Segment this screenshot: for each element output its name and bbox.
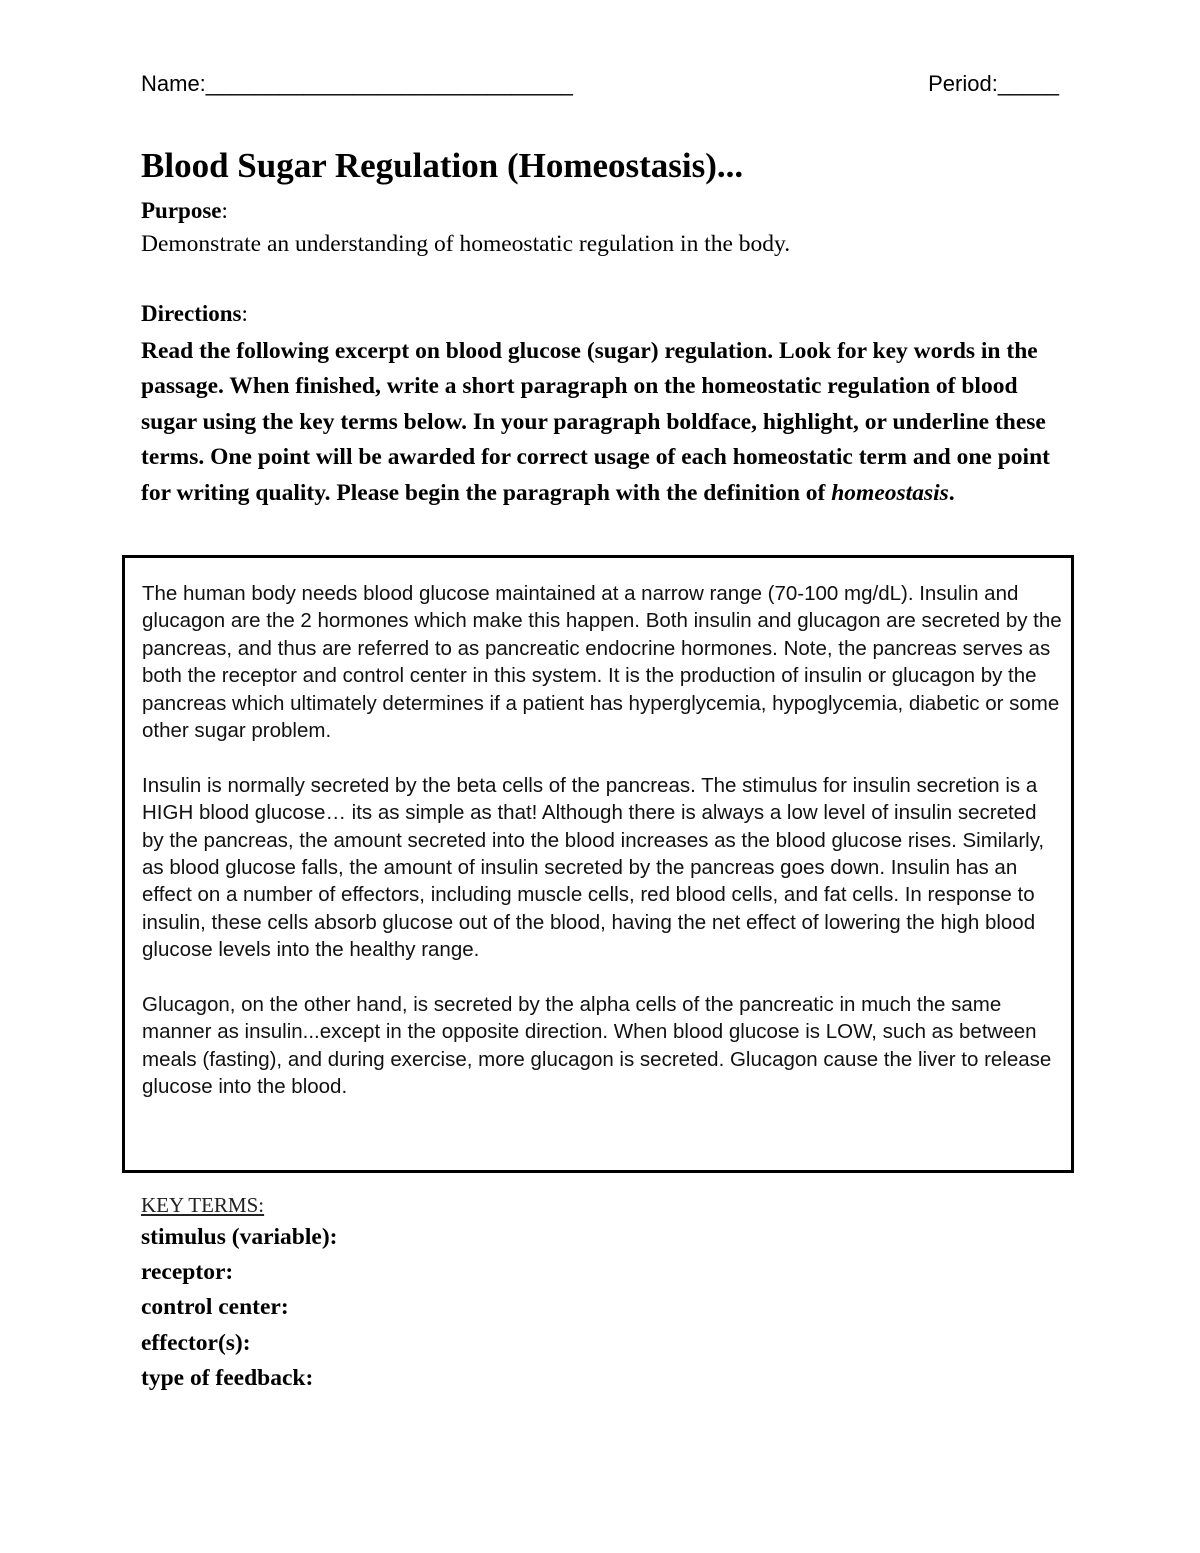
excerpt-paragraph: Glucagon, on the other hand, is secreted by the alpha cells of the pancreatic in much the same manner as insulin...except in the opposite direction. When blood glucose is LOW, such as between meals (fasting), and during exercise, more glucagon is secreted. Glucagon cause the liver to release glucose into the blood.: [142, 993, 1052, 1099]
key-term-receptor: receptor:: [141, 1259, 234, 1286]
name-field[interactable]: Name:______________________________: [141, 71, 573, 96]
key-term-control-center: control center:: [141, 1294, 289, 1321]
page-title: Blood Sugar Regulation (Homeostasis)...: [141, 146, 744, 185]
key-term-effectors: effector(s):: [141, 1329, 251, 1356]
directions-emphasis: homeostasis: [831, 479, 949, 506]
purpose-heading: [141, 196, 228, 226]
key-term-feedback-type: type of feedback:: [141, 1364, 314, 1391]
directions-colon: :: [241, 301, 248, 326]
excerpt-text: [142, 580, 1062, 1128]
directions-text-main: Read the following excerpt on blood glucose (sugar) regulation. Look for key words in the passage. When finished, write a short paragraph on the homeostatic regulation of blood sugar using the key terms below. In your paragraph boldface, highlight, or underline these terms. One point will be awarded for correct usage of each homeostatic term and one point for writing quality. Please begin the paragraph with the definition of: [141, 338, 1050, 506]
period-field[interactable]: Period:_____: [928, 71, 1059, 96]
directions-text: [141, 334, 1061, 511]
key-terms-section: [141, 1192, 337, 1396]
directions-text-end: .: [948, 479, 955, 506]
purpose-label: Purpose: [141, 198, 222, 223]
purpose-colon: :: [221, 198, 228, 223]
key-terms-heading: KEY TERMS:: [141, 1193, 265, 1217]
directions-label: Directions: [141, 301, 242, 326]
directions-heading: [141, 299, 248, 329]
excerpt-paragraph: Insulin is normally secreted by the beta cells of the pancreas. The stimulus for insulin secretion is a HIGH blood glucose… its as simple as that! Although there is always a low level of insulin secreted by the pancreas, the amount secreted into the blood increases as the blood glucose rises. Similarly, as blood glucose falls, the amount of insulin secreted by the pancreas goes down. Insulin has an effect on a number of effectors, including muscle cells, red blood cells, and fat cells. In response to insulin, these cells absorb glucose out of the blood, having the net effect of lowering the high blood glucose levels into the healthy range.: [142, 773, 1045, 962]
excerpt-paragraph: The human body needs blood glucose maintained at a narrow range (70-100 mg/dL). Insulin and glucagon are the 2 hormones which make this happen. Both insulin and glucagon are secreted by the pancreas, and thus are referred to as pancreatic endocrine hormones. Note, the pancreas serves as both the receptor and control center in this system. It is the production of insulin or glucagon by the pancreas which ultimately determines if a patient has hyperglycemia, hypoglycemia, diabetic or some other sugar problem.: [142, 582, 1062, 743]
purpose-text: Demonstrate an understanding of homeostatic regulation in the body.: [141, 231, 791, 257]
key-term-stimulus: stimulus (variable):: [141, 1224, 338, 1250]
excerpt-box: [122, 555, 1074, 1173]
